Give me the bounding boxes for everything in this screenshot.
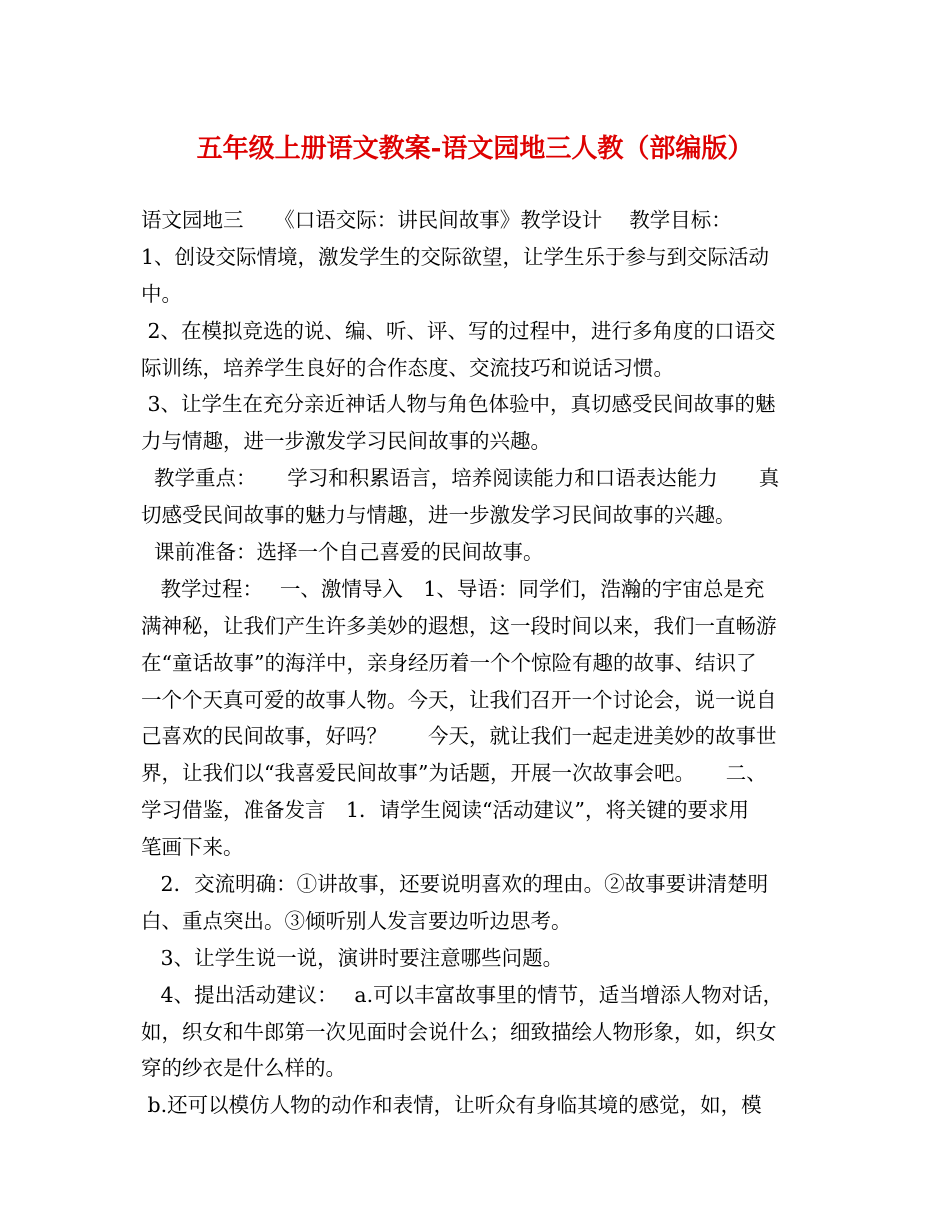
document-body: [141, 202, 831, 1124]
body-line: 学习借鉴，准备发言 1．请学生阅读“活动建议”，将关键的要求用: [141, 798, 750, 823]
body-line: 教学过程： 一、激情导入 1、导语：同学们，浩瀚的宇宙总是充: [141, 576, 765, 601]
body-line: 课前准备：选择一个自己喜爱的民间故事。: [141, 540, 544, 565]
body-line: 2、在模拟竞选的说、编、听、评、写的过程中，进行多角度的口语交: [141, 318, 776, 343]
body-line: b.还可以模仿人物的动作和表情，让听众有身临其境的感觉，如，模: [141, 1093, 762, 1118]
body-line: 一个个天真可爱的故事人物。今天，让我们召开一个讨论会，说一说自: [141, 687, 777, 712]
body-line: 穿的纱衣是什么样的。: [141, 1056, 346, 1081]
body-line: 4、提出活动建议： a.可以丰富故事里的情节，适当增添人物对话，: [141, 982, 784, 1007]
body-line: 语文园地三 《口语交际：讲民间故事》教学设计 教学目标：: [141, 208, 732, 232]
body-line: 白、重点突出。③倾听别人发言要边听边思考。: [141, 908, 572, 933]
body-line: 在“童话故事”的海洋中，亲身经历着一个个惊险有趣的故事、结识了: [141, 650, 757, 675]
body-line: 3、让学生说一说，演讲时要注意哪些问题。: [141, 945, 564, 970]
body-line: 满神秘，让我们产生许多美妙的遐想，这一段时间以来，我们一直畅游: [141, 613, 777, 638]
body-line: 笔画下来。: [141, 835, 244, 860]
body-line: 界，让我们以“我喜爱民间故事”为话题，开展一次故事会吧。 二、: [141, 761, 767, 786]
document-title: 五年级上册语文教案-语文园地三人教（部编版）: [196, 134, 754, 164]
body-line: 己喜欢的民间故事，好吗？ 今天，就让我们一起走进美妙的故事世: [141, 724, 777, 749]
body-line: 切感受民间故事的魅力与情趣，进一步激发学习民间故事的兴趣。: [141, 503, 736, 528]
body-line: 际训练，培养学生良好的合作态度、交流技巧和说话习惯。: [141, 355, 674, 380]
body-line: 教学重点： 学习和积累语言，培养阅读能力和口语表达能力 真: [141, 466, 780, 491]
body-line: 1、创设交际情境，激发学生的交际欲望，让学生乐于参与到交际活动: [141, 244, 770, 269]
body-line: 3、让学生在充分亲近神话人物与角色体验中，真切感受民间故事的魅: [141, 392, 776, 417]
body-line: 中。: [141, 281, 182, 306]
body-line: 2．交流明确：①讲故事，还要说明喜欢的理由。②故事要讲清楚明: [141, 872, 769, 897]
body-line: 力与情趣，进一步激发学习民间故事的兴趣。: [141, 429, 551, 454]
body-line: 如，织女和牛郎第一次见面时会说什么；细致描绘人物形象，如，织女: [141, 1019, 777, 1044]
